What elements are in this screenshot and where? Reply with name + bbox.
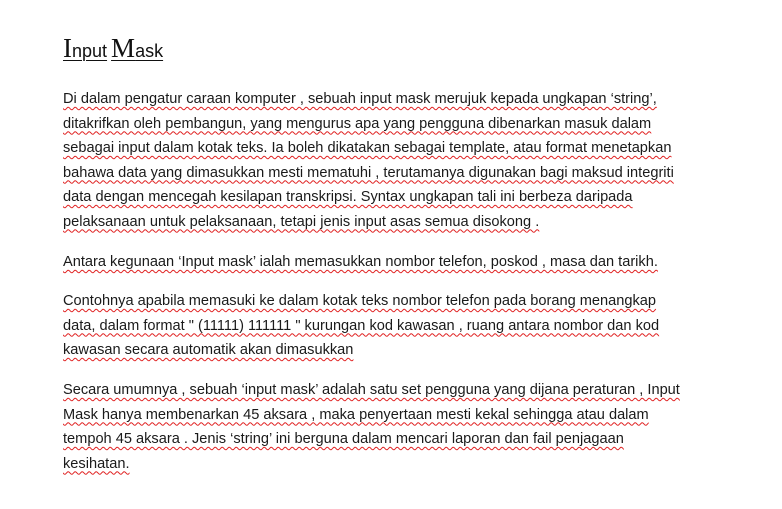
title-initial-m: M [111,33,136,63]
paragraph-uses [63,250,658,275]
text-line: Antara kegunaan ‘Input mask’ ialah memasukkan nombor telefon, poskod , masa dan tarikh. [63,254,658,270]
text-line: Di dalam pengatur caraan komputer , sebuah input mask merujuk kepada ungkapan ‘string’, [63,91,657,107]
text-line: kesihatan. [63,455,130,472]
paragraph-definition [63,87,674,234]
document-title [63,30,163,62]
text-line: sebagai input dalam kotak teks. Ia boleh dikatakan sebagai template, atau format menetapkan [63,140,672,156]
title-initial-i: I [63,33,72,63]
paragraph-summary [63,378,680,476]
text-line: ditakrifkan oleh pembangun, yang mengurus apa yang pengguna dibenarkan masuk dalam [63,115,652,132]
text-line: pelaksanaan untuk pelaksanaan, tetapi jenis input asas semua disokong . [63,213,540,230]
paragraph-example [63,289,659,363]
text-line: Contohnya apabila memasuki ke dalam kotak teks nombor telefon pada borang menangkap [63,293,657,309]
text-line: Secara umumnya , sebuah ‘input mask’ adalah satu set pengguna yang dijana peraturan , Input [63,382,680,398]
text-line: data, dalam format " (11111) 111111 " kurungan kod kawasan , ruang antara nombor dan kod [63,317,660,334]
text-line: tempoh 45 aksara . Jenis ‘string’ ini berguna dalam mencari laporan dan fail penjagaan [63,431,624,447]
text-line: Mask hanya membenarkan 45 aksara , maka penyertaan mesti kekal sehingga atau dalam [63,406,649,423]
text-line: kawasan secara automatik akan dimasukkan [63,342,354,358]
text-line: bahawa data yang dimasukkan mesti mematuhi , terutamanya digunakan bagi maksud integriti [63,164,674,181]
title-word-nput: nput [72,41,108,61]
title-word-ask: ask [135,41,164,61]
text-line: data dengan mencegah kesilapan transkripsi. Syntax ungkapan tali ini berbeza daripada [63,189,633,205]
